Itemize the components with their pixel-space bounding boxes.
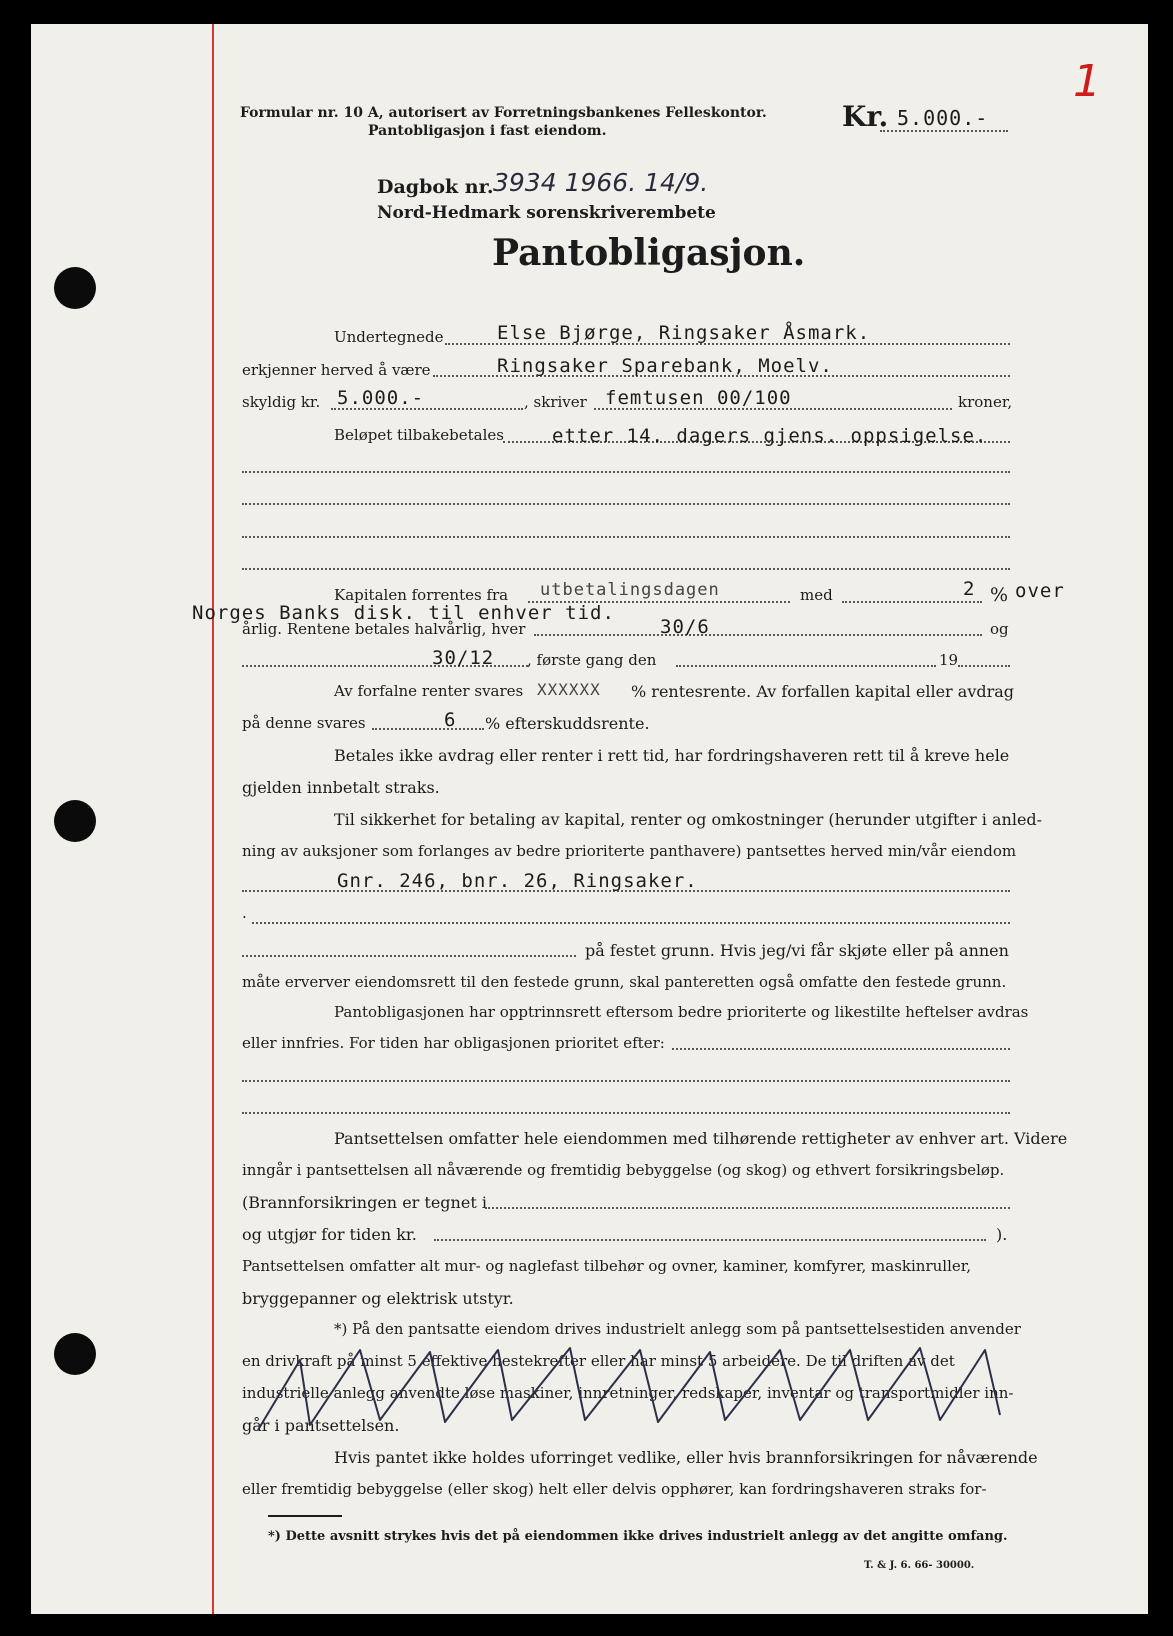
punch-hole	[54, 267, 96, 309]
etterskudd-text: % efterskuddsrente.	[485, 714, 650, 733]
vedlike-line-1: Hvis pantet ikke holdes uforringet vedlike, eller hvis brannforsikringen for nåværende	[334, 1448, 1038, 1467]
med-label: med	[800, 586, 833, 604]
amount-value: 5.000.-	[897, 106, 989, 130]
industri-line-1: *) På den pantsatte eiendom drives industrielt anlegg som på pantsettelsestiden anvender	[334, 1320, 1021, 1338]
kapitalen-label: Kapitalen forrentes fra	[334, 586, 509, 604]
printer-mark: T. & J. 6. 66- 30000.	[864, 1560, 975, 1571]
belopet-label: Beløpet tilbakebetales	[334, 426, 504, 444]
festet-line-1: på festet grunn. Hvis jeg/vi får skjøte eller på annen	[585, 941, 1009, 960]
forste-label: , første gang den	[527, 651, 657, 669]
omfatter-line-1: Pantsettelsen omfatter hele eiendommen med tilhørende rettigheter av enhver art. Videre	[334, 1129, 1068, 1148]
sikkerhet-line-2: ning av auksjoner som forlanges av bedre prioriterte panthavere) pantsettes herved min/vår eiendom	[242, 842, 1017, 860]
skyldig-label: skyldig kr.	[242, 393, 321, 411]
erkjenner-label: erkjenner herved å være	[242, 361, 431, 379]
percent-sign: %	[990, 584, 1009, 606]
etterskudd-value: 6	[444, 709, 457, 731]
undertegnede-label: Undertegnede	[334, 328, 444, 346]
kroner-label: kroner,	[958, 393, 1013, 411]
dagbok-value: 3934 1966. 14/9.	[493, 168, 709, 197]
vedlike-line-2: eller fremtidig bebyggelse (eller skog) helt eller delvis opphører, kan fordringshaveren straks for-	[242, 1480, 987, 1498]
omfatter-line-3: (Brannforsikringen er tegnet i	[242, 1193, 487, 1212]
belopet-value: etter 14. dagers gjens. oppsigelse.	[552, 425, 988, 447]
rate-value: 2	[963, 578, 976, 600]
strike-out-scribble	[240, 1320, 1040, 1440]
halvarlig-value-1: 30/6	[660, 616, 710, 638]
kapitalen-value: utbetalingsdagen	[540, 580, 720, 600]
industri-line-2: en drivkraft på minst 5 effektive hestekrefter eller har minst 5 arbeidere. De til driften av det	[242, 1352, 955, 1370]
norges-value: Norges Banks disk. til enhver tid.	[192, 602, 615, 624]
pa-denne-label: på denne svares	[242, 714, 366, 732]
undertegnede-value: Else Bjørge, Ringsaker Åsmark.	[497, 322, 871, 344]
punch-hole	[54, 800, 96, 842]
footnote-rule	[268, 1515, 342, 1517]
betales-line-1: Betales ikke avdrag eller renter i rett tid, har fordringshaveren rett til å kreve hele	[334, 746, 1010, 765]
omfatter-line-2: inngår i pantsettelsen all nåværende og fremtidig bebyggelse (og skog) og ethvert forsikringsbeløp.	[242, 1161, 1005, 1179]
dagbok-label: Dagbok nr.	[377, 176, 494, 198]
sikkerhet-line-1: Til sikkerhet for betaling av kapital, renter og omkostninger (herunder utgifter i anled-	[334, 810, 1043, 829]
tilbehor-line-2: bryggepanner og elektrisk utstyr.	[242, 1289, 514, 1308]
amount-label: Kr.	[842, 100, 889, 133]
year-prefix: 19	[939, 651, 959, 669]
omfatter-line-4-end: ).	[996, 1225, 1008, 1244]
page-title: Pantobligasjon.	[492, 232, 806, 274]
footnote: *) Dette avsnitt strykes hvis det på eiendommen ikke drives industrielt anlegg av det angitte omfang.	[268, 1529, 1008, 1544]
halvarlig-value-2: 30/12	[432, 647, 495, 669]
opptrinn-line-1: Pantobligasjonen har opptrinnsrett eftersom bedre prioriterte og likestilte heftelser avdras	[334, 1003, 1029, 1021]
skyldig-value: 5.000.-	[337, 387, 425, 409]
form-line: Formular nr. 10 A, autorisert av Forretningsbankenes Felleskontor.	[240, 105, 767, 121]
forfalne-value: XXXXXX	[537, 680, 601, 699]
property-value: Gnr. 246, bnr. 26, Ringsaker.	[337, 870, 698, 892]
erkjenner-value: Ringsaker Sparebank, Moelv.	[497, 355, 833, 377]
page-mark: 1	[1073, 56, 1101, 107]
office-name: Nord-Hedmark sorenskriverembete	[377, 203, 716, 223]
betales-line-2: gjelden innbetalt straks.	[242, 778, 440, 797]
industri-line-4: går i pantsettelsen.	[242, 1416, 400, 1435]
rentesrente-text: % rentesrente. Av forfallen kapital eller avdrag	[631, 682, 1015, 701]
industri-line-3: industrielle anlegg anvendte løse maskiner, innretninger, redskaper, inventar og transportmidler inn-	[242, 1384, 1014, 1402]
opptrinn-line-2: eller innfries. For tiden har obligasjonen prioritet efter:	[242, 1034, 665, 1052]
arlig-label: årlig. Rentene betales halvårlig, hver	[242, 620, 526, 638]
skriver-value: femtusen 00/100	[605, 387, 792, 409]
red-margin-line	[212, 24, 214, 1614]
punch-hole	[54, 1333, 96, 1375]
skriver-label: , skriver	[524, 393, 587, 411]
tilbehor-line-1: Pantsettelsen omfatter alt mur- og naglefast tilbehør og ovner, kaminer, komfyrer, maskinruller,	[242, 1257, 972, 1275]
form-subline: Pantobligasjon i fast eiendom.	[368, 123, 607, 139]
forfalne-label: Av forfalne renter svares	[334, 682, 524, 700]
festet-line-2: måte erverver eiendomsrett til den festede grunn, skal panteretten også omfatte den festede grunn.	[242, 973, 1007, 991]
over-value: over	[1015, 580, 1065, 602]
property-dot: .	[242, 904, 247, 922]
omfatter-line-4: og utgjør for tiden kr.	[242, 1225, 417, 1244]
og-label: og	[990, 620, 1009, 638]
